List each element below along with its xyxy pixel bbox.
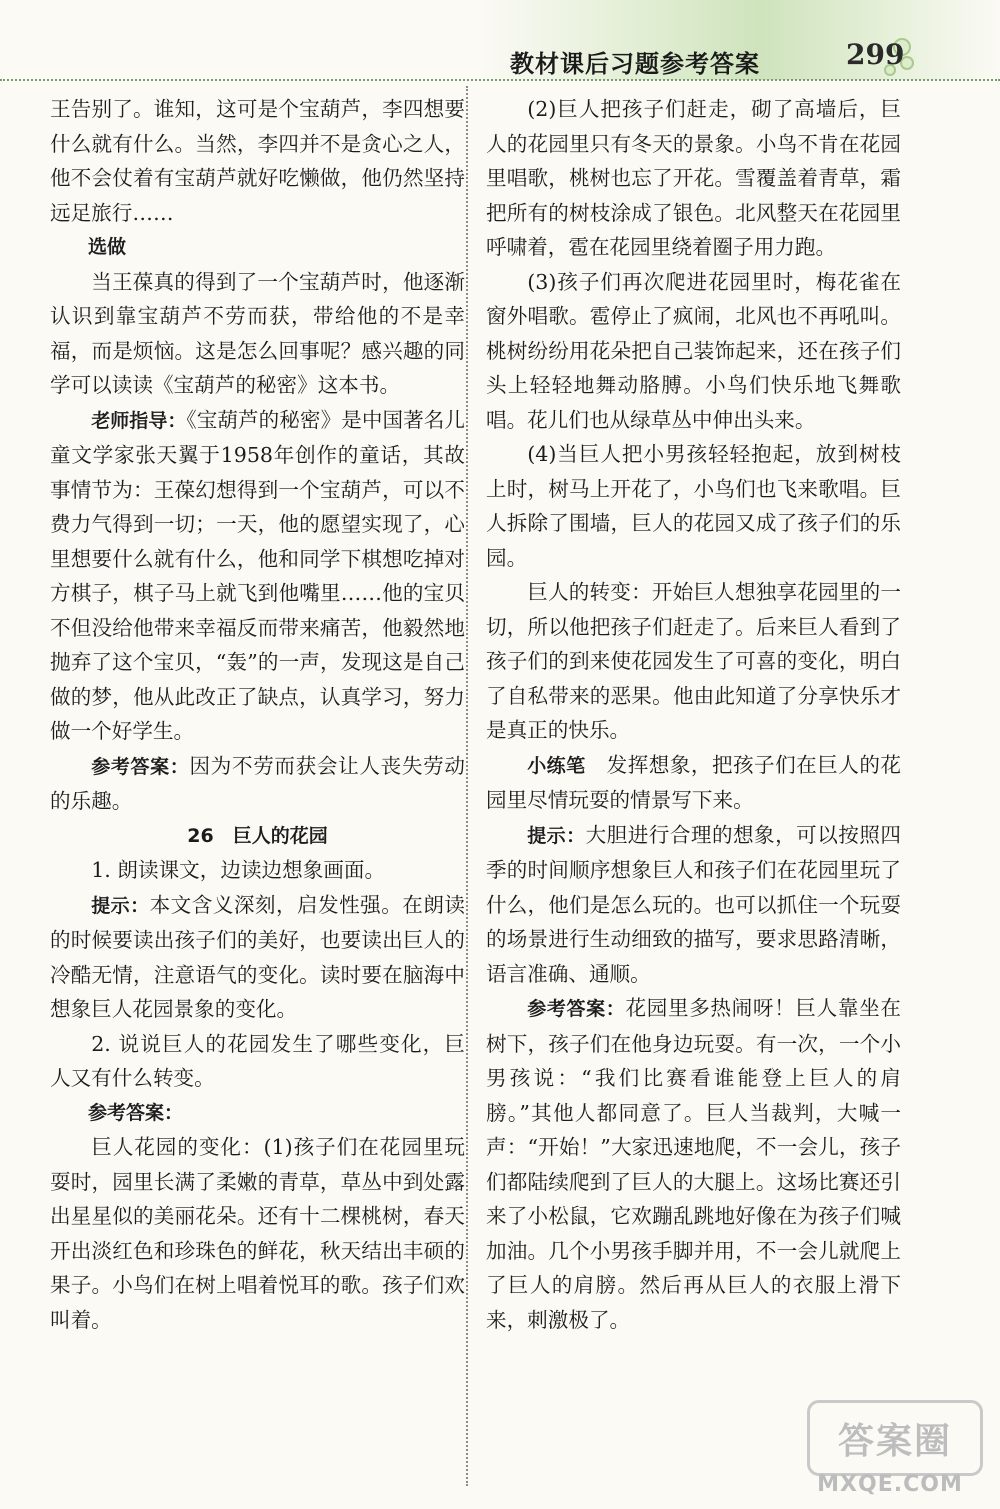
watermark-url: MXQE.COM bbox=[817, 1472, 963, 1497]
reference-answer bbox=[486, 991, 901, 1337]
question-1: 1. 朗读课文，边读边想象画面。 bbox=[91, 858, 386, 882]
tip-text: 大胆进行合理的想象，可以按照四季的时间顺序想象巨人和孩子们在花园里玩了什么，他们是怎么玩的。也可以抓住一个玩耍的场景进行生动细致的描写，要求思路清晰，语言准确、通顺。 bbox=[486, 822, 901, 986]
practice-text: 发挥想象，把孩子们在巨人的花园里尽情玩耍的情景写下来。 bbox=[486, 752, 901, 812]
paragraph: (2)巨人把孩子们赶走，砌了高墙后，巨人的花园里只有冬天的景象。小鸟不肯在花园里唱歌，桃树也忘了开花。雪覆盖着青草，霜把所有的树枝涂成了银色。北风整天在花园里呼啸着，雹在花园里绕着圈子用力跑。 bbox=[486, 97, 901, 259]
header-dotted-rule bbox=[0, 79, 1000, 81]
answer-text: 因为不劳而获会让人丧失劳动的乐趣。 bbox=[50, 753, 465, 813]
paragraph: 王告别了。谁知，这可是个宝葫芦，李四想要什么就有什么。当然，李四并不是贪心之人，他不会仗着有宝葫芦就好吃懒做，他仍然坚持远足旅行…… bbox=[50, 97, 465, 225]
paragraph: (3)孩子们再次爬进花园里时，梅花雀在窗外唱歌。雹停止了疯闹，北风也不再吼叫。桃树纷纷用花朵把自己装饰起来，还在孩子们头上轻轻地舞动胳膊。小鸟们快乐地飞舞歌唱。花儿们也从绿草丛中伸出头来。 bbox=[486, 269, 901, 432]
teacher-guidance bbox=[50, 403, 465, 749]
answer-heading: 参考答案： bbox=[88, 1101, 184, 1124]
answer-label: 参考答案： bbox=[527, 998, 626, 1020]
section-title: 26 巨人的花园 bbox=[187, 824, 328, 847]
practice bbox=[486, 748, 901, 818]
page-number: 299 bbox=[846, 38, 905, 71]
header-title: 教材课后习题参考答案 bbox=[510, 50, 760, 78]
reference-answer bbox=[50, 749, 465, 819]
tip bbox=[50, 888, 465, 1027]
teacher-label: 老师指导： bbox=[91, 409, 187, 432]
answer-text: 花园里多热闹呀！巨人靠坐在树下，孩子们在他身边玩耍。有一次，一个小男孩说：“我们比赛看谁能登上巨人的肩膀。”其他人都同意了。巨人当裁判，大喊一声：“开始！”大家迅速地爬，不一会儿，孩子们都陆续爬到了巨人的大腿上。这场比赛还引来了小松鼠，它欢蹦乱跳地好像在为孩子们喊加油。几个小男孩手脚并用，不一会儿就爬上了巨人的肩膀。然后再从巨人的衣服上滑下来，刺激极了。 bbox=[486, 996, 901, 1332]
practice-label: 小练笔 bbox=[527, 754, 586, 777]
watermark-logo bbox=[795, 1400, 985, 1500]
tip-text: 本文含义深刻，启发性强。在朗读的时候要读出孩子们的美好，也要读出巨人的冷酷无情，注意语气的变化。读时要在脑海中想象巨人花园景象的变化。 bbox=[50, 892, 465, 1021]
answer-label: 参考答案： bbox=[91, 755, 190, 778]
question-2: 2. 说说巨人的花园发生了哪些变化，巨人又有什么转变。 bbox=[50, 1031, 465, 1090]
paragraph: 巨人的转变：开始巨人想独享花园里的一切，所以他把孩子们赶走了。后来巨人看到了孩子们的到来使花园发生了可喜的变化，明白了自私带来的恶果。他由此知道了分享快乐才是真正的快乐。 bbox=[486, 580, 901, 742]
right-column bbox=[486, 92, 901, 1337]
paragraph: 巨人花园的变化：(1)孩子们在花园里玩耍时，园里长满了柔嫩的青草，草丛中到处露出星星似的美丽花朵。还有十二棵桃树，春天开出淡红色和珍珠色的鲜花，秋天结出丰硕的果子。小鸟们在树上唱着悦耳的歌。孩子们欢叫着。 bbox=[50, 1135, 465, 1332]
xuanzuo-heading: 选做 bbox=[88, 236, 127, 258]
teacher-text: 《宝葫芦的秘密》是中国著名儿童文学家张天翼于1958年创作的童话，其故事情节为：王葆幻想得到一个宝葫芦，可以不费力气得到一切；一天，他的愿望实现了，心里想要什么就有什么，他和同学下棋想吃掉对方棋子，棋子马上就飞到他嘴里……他的宝贝不但没给他带来幸福反而带来痛苦，他毅然地抛弃了这个宝贝，“轰”的一声，发现这是自己做的梦，他从此改正了缺点，认真学习，努力做一个好学生。 bbox=[50, 407, 465, 743]
paragraph: (4)当巨人把小男孩轻轻抱起，放到树枝上时，树马上开花了，小鸟们也飞来歌唱。巨人拆除了围墙，巨人的花园又成了孩子们的乐园。 bbox=[486, 442, 901, 570]
tip-label: 提示： bbox=[527, 824, 586, 847]
left-column bbox=[50, 92, 465, 1337]
watermark-logo-text: 答案圈 bbox=[807, 1400, 983, 1476]
column-divider bbox=[466, 86, 468, 1486]
tip bbox=[486, 818, 901, 992]
tip-label: 提示： bbox=[91, 894, 150, 917]
paragraph: 当王葆真的得到了一个宝葫芦时，他逐渐认识到靠宝葫芦不劳而获，带给他的不是幸福，而是烦恼。这是怎么回事呢？感兴趣的同学可以读读《宝葫芦的秘密》这本书。 bbox=[50, 269, 465, 397]
